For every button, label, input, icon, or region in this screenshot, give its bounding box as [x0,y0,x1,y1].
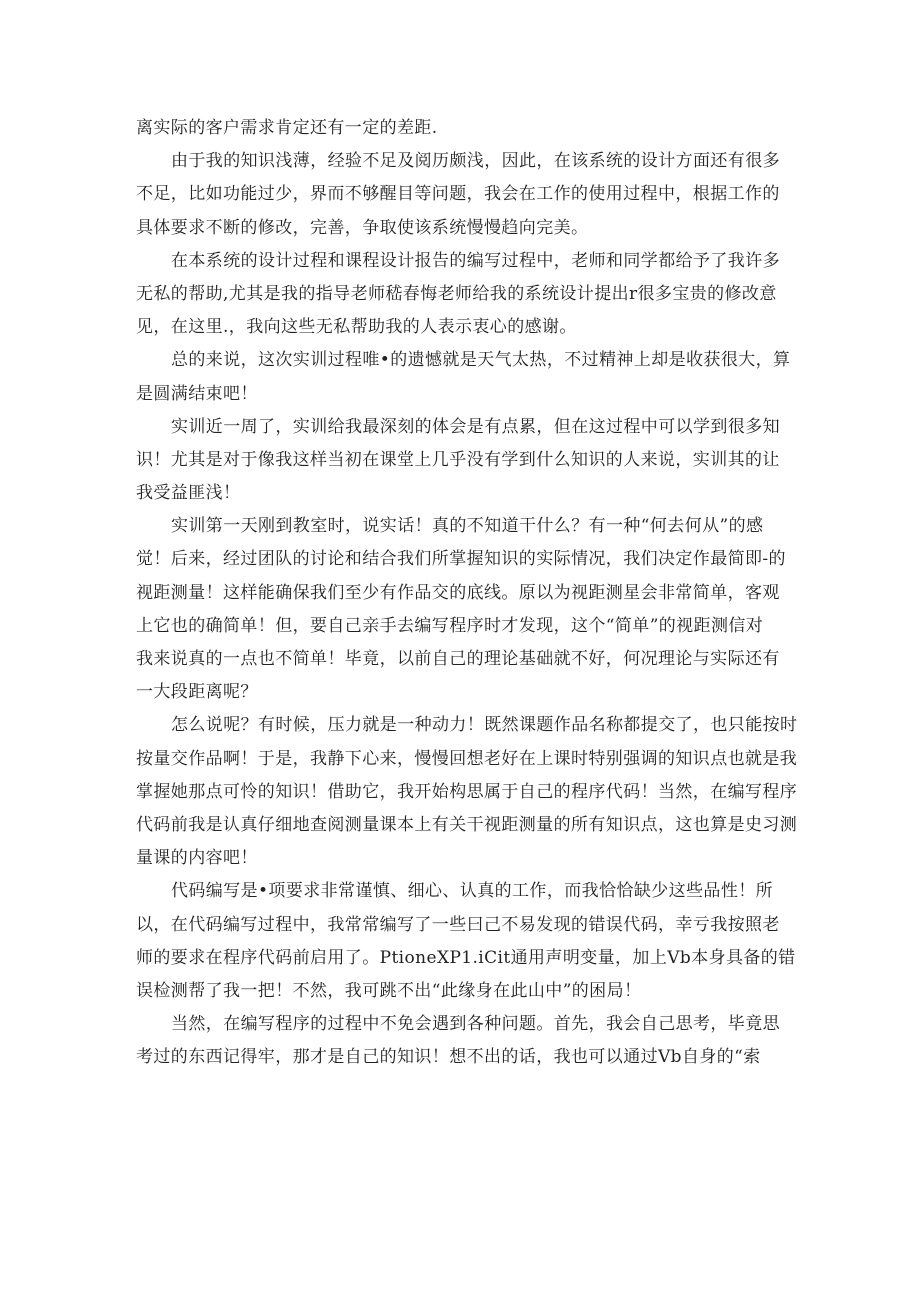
paragraph-start-line: 实训第一天刚到教室时，说实话！真的不知道干什么？有一种“何去何从”的感 [171,516,764,537]
text-line: 代码前我是认真仔细地查阅测量课本上有关干视距测量的所有知识点，这也算是史习测 [136,814,798,835]
paragraph-start-line: 代码编写是•项要求非常谨慎、细心、认真的工作，而我恰恰缺少这些品性！所 [171,881,774,902]
text-line: 掌握她那点可怜的知识！借助它，我开始构思属于自己的程序代码！当然，在编写程序 [136,781,798,802]
text-line: 我受益匪浅！ [136,483,241,504]
text-line: 觉！后来，经过团队的讨论和结合我们所掌握知识的实际情况，我们决定作最简即-的 [136,549,786,570]
text-line: 见，在这里.，我向这些无私帮助我的人表示衷心的感谢。 [136,317,577,338]
text-line: 考过的东西记得牢，那才是自己的知识！想不出的话，我也可以通过Vb自身的“索 [136,1047,761,1068]
text-line: 识！尤其是对于像我这样当初在课堂上几乎没有学到什么知识的人来说，实训其的让 [136,449,780,470]
paragraph-start-line: 当然，在编写程序的过程中不免会遇到各种问题。首先，我会自己思考，毕竟思 [171,1014,780,1035]
paragraph-start-line: 怎么说呢？有时候，压力就是一种动力！既然课题作品名称都提交了，也只能按时 [171,715,798,736]
text-line: 无私的帮助,尤其是我的指导老师嵇春悔老师给我的系统设计提出r很多宝贵的修改意 [136,283,777,304]
text-line: 不足，比如功能过少，界而不够醒目等问题，我会在工作的使用过程中，根据工作的 [136,184,780,205]
text-line: 具体要求不断的修改，完善，争取使该系统慢慢趋向完美。 [136,217,589,238]
paragraph-start-line: 总的来说，这次实训过程唯•的遗憾就是天气太热，不过精神上却是收获很大，算 [171,350,791,371]
text-line: 是圆满结束吧！ [136,383,258,404]
paragraph-start-line: 在本系统的设计过程和课程设计报告的编写过程中，老师和同学都给予了我许多 [171,250,780,271]
text-line: 师的要求在程序代码前启用了。PtioneXP1.iCit通用声明变量，加上Vb本身具备的错 [136,947,796,968]
text-line: 误检测帮了我一把！不然，我可跳不出“此缘身在此山中”的困局！ [136,980,642,1001]
text-line: 视距测量！这样能确保我们至少有作品交的底线。原以为视距测星会非常简单，客观 [136,582,780,603]
text-line: 离实际的客户需求肯定还有一定的差距. [136,118,438,138]
body-text [136,112,798,1074]
text-line: 我来说真的一点也不简单！毕竟，以前自己的理论基础就不好，何况理论与实际还有 [136,649,780,669]
text-line: 以，在代码编写过程中，我常常编写了一些曰己不易发现的错误代码，幸亏我按照老 [136,914,780,935]
paragraph-start-line: 由于我的知识浅薄，经验不足及阅历颇浅，因此，在该系统的设计方面还有很多 [171,151,780,172]
text-line: 量课的内容吧！ [136,848,258,869]
text-line: 按量交作品啊！于是，我静下心来，慢慢回想老好在上课时特别强调的知识点也就是我 [136,748,798,769]
paragraph-start-line: 实训近一周了，实训给我最深刻的体会是有点累，但在这过程中可以学到很多知 [171,416,780,437]
text-line: 一大段距离呢？ [136,682,258,703]
text-line: 上它也的确简单！但，要自己亲手去编写程序时才发现，这个“简单”的视距测信对 [136,615,764,636]
